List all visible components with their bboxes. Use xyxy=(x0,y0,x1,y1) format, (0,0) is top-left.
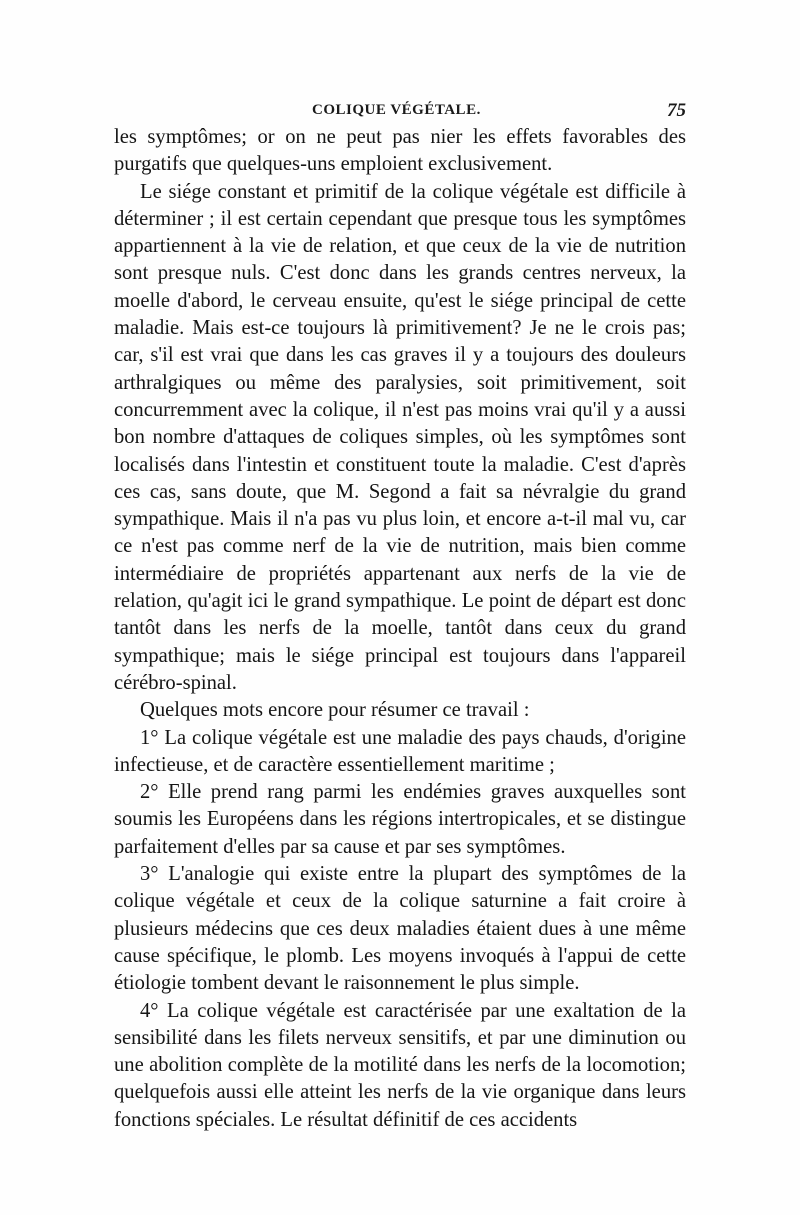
paragraph-point-2: 2° Elle prend rang parmi les endémies graves auxquelles sont soumis les Européens dans les régions intertropicales, et se distingue parfaitement d'elles par sa cause et par ses symptômes. xyxy=(114,781,686,858)
paragraph-point-3: 3° L'analogie qui existe entre la plupart des symptômes de la colique végétale et ceux de la colique saturnine a fait croire à plusieurs médecins que ces deux maladies étaient dues à une même cause spécifique, le plomb. Les moyens invoqués à l'appui de cette étiologie tombent devant le raisonnement le plus simple. xyxy=(114,863,686,995)
page-number: 75 xyxy=(667,100,686,121)
running-title: COLIQUE VÉGÉTALE. xyxy=(312,102,481,118)
paragraph-point-1: 1° La colique végétale est une maladie des pays chauds, d'origine infectieuse, et de caractère essentiellement maritime ; xyxy=(114,726,686,776)
body-text xyxy=(114,124,686,1134)
paragraph-resume-intro: Quelques mots encore pour résumer ce travail : xyxy=(140,699,530,722)
paragraph-point-4: 4° La colique végétale est caractérisée par une exaltation de la sensibilité dans les filets nerveux sensitifs, et par une diminution ou une abolition complète de la motilité dans les nerfs de la locomotion; quelquefois aussi elle atteint les nerfs de la vie organique dans leurs fonctions spéciales. Le résultat définitif de ces accidents xyxy=(114,999,686,1131)
paragraph-siege: Le siége constant et primitif de la colique végétale est difficile à déterminer ; il est certain cependant que presque tous les symptômes appartiennent à la vie de relation, et que ceux de la vie de nutrition sont presque nuls. C'est donc dans les grands centres nerveux, la moelle d'abord, le cerveau ensuite, qu'est le siége principal de cette maladie. Mais est-ce toujours là primitivement? Je ne le crois pas; car, s'il est vrai que dans les cas graves il y a toujours des douleurs arthralgiques ou même des paralysies, soit primitivement, soit concurremment avec la colique, il n'est pas moins vrai qu'il y a aussi bon nombre d'attaques de coliques simples, où les symptômes sont localisés dans l'intestin et constituent toute la maladie. C'est d'après ces cas, sans doute, que M. Segond a fait sa névralgie du grand sympathique. Mais il n'a pas vu plus loin, et encore a-t-il mal vu, car ce n'est pas comme nerf de la vie de nutrition, mais bien comme intermédiaire de propriétés appartenant aux nerfs de la vie de relation, qu'agit ici le grand sympathique. Le point de départ est donc tantôt dans les nerfs de la moelle, tantôt dans ceux du grand sympathique; mais le siége principal est toujours dans l'appareil cérébro-spinal. xyxy=(114,180,686,694)
paragraph-continuation: les symptômes; or on ne peut pas nier les effets favorables des purgatifs que quelques-uns emploient exclusivement. xyxy=(114,126,686,176)
